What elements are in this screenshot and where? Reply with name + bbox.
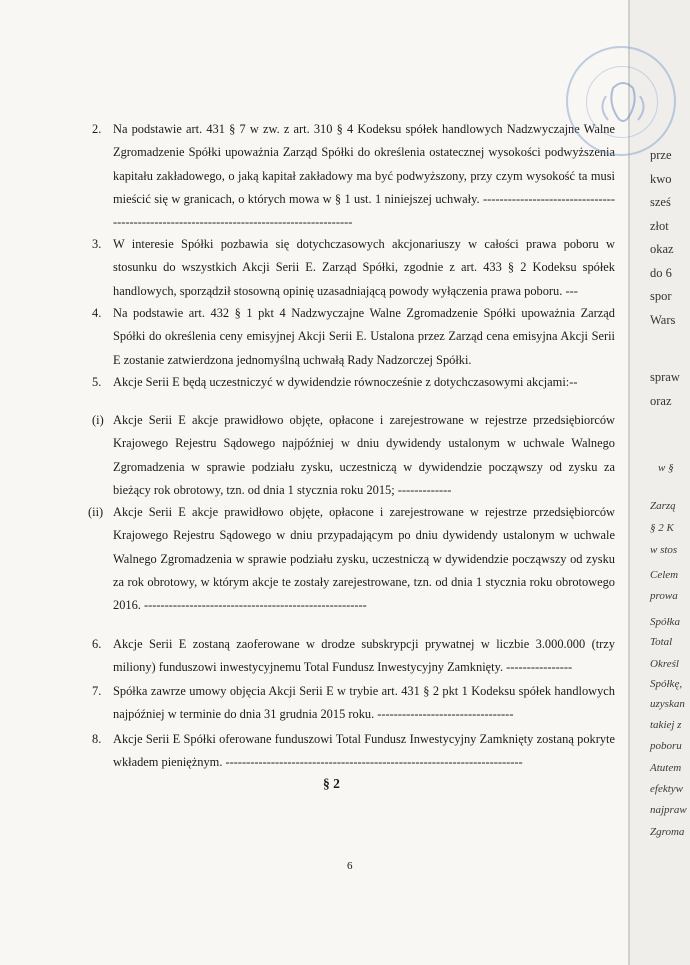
- item-number: 7.: [92, 684, 102, 698]
- adjacent-text-fragment: sześ: [650, 195, 671, 209]
- item-text: Akcje Serii E zostaną zaoferowane w drodze subskrypcji prywatnej w liczbie 3.000.000 (trzy miliony) funduszowi inwestycyjnemu Total Fundusz Inwestycyjny Zamknięty. ----------------: [113, 637, 615, 675]
- adjacent-text-fragment: Zgroma: [650, 826, 685, 838]
- item-text: Spółka zawrze umowy objęcia Akcji Serii E w trybie art. 431 § 2 pkt 1 Kodeksu spółek handlowych najpóźniej w terminie do dnia 31 grudnia 2015 roku. ---------------------------------: [113, 684, 615, 722]
- item-number: 3.: [92, 237, 102, 251]
- adjacent-text-fragment: Określ: [650, 658, 679, 670]
- item-text: Akcje Serii E Spółki oferowane funduszowi Total Fundusz Inwestycyjny Zamknięty zostaną pokryte wkładem pieniężnym. ------------------------------------------------------------------------: [113, 732, 615, 770]
- eagle-emblem-icon: [568, 48, 678, 158]
- item-number: 6.: [92, 637, 102, 651]
- item-number: 5.: [92, 375, 102, 389]
- item-number: (i): [92, 413, 104, 427]
- adjacent-text-fragment: § 2 K: [650, 522, 674, 534]
- adjacent-text-fragment: oraz: [650, 394, 672, 408]
- item-text: Akcje Serii E akcje prawidłowo objęte, opłacone i zarejestrowane w rejestrze przedsiębiorców Krajowego Rejestru Sądowego najpóźniej w dniu dywidendy ustalonym w uchwale Walnego Zgromadzenia w sprawie podziału zysku, uczestniczą w dywidendzie począwszy od zysku za bieżący rok obrotowy, tzn. od dnia 1 stycznia roku 2015; -------------: [113, 413, 615, 497]
- adjacent-text-fragment: kwo: [650, 172, 672, 186]
- adjacent-text-fragment: spor: [650, 289, 672, 303]
- item-text: Akcje Serii E będą uczestniczyć w dywidendzie równocześnie z dotychczasowymi akcjami:--: [113, 375, 578, 389]
- adjacent-text-fragment: Atutem: [650, 762, 682, 774]
- adjacent-text-fragment: do 6: [650, 266, 672, 280]
- adjacent-text-fragment: prowa: [650, 590, 678, 602]
- adjacent-text-fragment: Total: [650, 636, 673, 648]
- adjacent-text-fragment: Spółkę,: [650, 678, 683, 690]
- item-text: Na podstawie art. 432 § 1 pkt 4 Nadzwyczajne Walne Zgromadzenie Spółki upoważnia Zarząd Spółki do określenia ceny emisyjnej Akcji Serii E. Ustalona przez Zarząd cena emisyjna Akcji Serii E zostanie zatwierdzona jednomyślną uchwałą Rady Nadzorczej Spółki.: [113, 306, 615, 367]
- item-number: 4.: [92, 306, 102, 320]
- adjacent-text-fragment: efektyw: [650, 783, 683, 795]
- page-number: 6: [347, 860, 353, 872]
- adjacent-text-fragment: najpraw: [650, 804, 687, 816]
- adjacent-text-fragment: w stos: [650, 544, 678, 556]
- adjacent-text-fragment: złot: [650, 219, 669, 233]
- adjacent-text-fragment: poboru: [650, 740, 682, 752]
- adjacent-text-fragment: Wars: [650, 313, 676, 327]
- official-seal-stamp: [566, 46, 676, 156]
- item-number: (ii): [88, 505, 104, 519]
- item-number: 8.: [92, 732, 102, 746]
- adjacent-text-fragment: takiej z: [650, 719, 682, 731]
- item-text: Na podstawie art. 431 § 7 w zw. z art. 310 § 4 Kodeksu spółek handlowych Nadzwyczajne Walne Zgromadzenie Spółki upoważnia Zarząd Spółki do określenia ostatecznej wysokości podwyższenia kapitału zakładowego, o jaką kapitał zakładowy ma być podwyższony, przy czym wysokość ta musi mieścić się w granicach, o których mowa w § 1 ust. 1 niniejszej uchwały. ------------------------------------------------------------------------------------------: [113, 122, 615, 230]
- adjacent-text-fragment: Spółka: [650, 616, 680, 628]
- item-number: 2.: [92, 122, 102, 136]
- adjacent-text-fragment: Zarzą: [650, 500, 676, 512]
- adjacent-text-fragment: Celem: [650, 569, 679, 581]
- section-heading: § 2: [323, 776, 340, 791]
- adjacent-text-fragment: prze: [650, 148, 672, 162]
- adjacent-text-fragment: uzyskan: [650, 698, 685, 710]
- adjacent-text-fragment: w §: [658, 462, 674, 474]
- item-text: W interesie Spółki pozbawia się dotychczasowych akcjonariuszy w całości prawa poboru w stosunku do wszystkich Akcji Serii E. Zarząd Spółki, zgodnie z art. 433 § 2 Kodeksu spółek handlowych, sporządził stosowną opinię uzasadniającą powody wyłączenia prawa poboru. ---: [113, 237, 615, 298]
- item-text: Akcje Serii E akcje prawidłowo objęte, opłacone i zarejestrowane w rejestrze przedsiębiorców Krajowego Rejestru Sądowego w dniu przypadającym po dniu dywidendy ustalonym w uchwale Walnego Zgromadzenia w sprawie podziału zysku, uczestniczą w dywidendzie począwszy od zysku za rok obrotowy, w którym akcje te zostały zarejestrowane, tzn. od dnia 1 stycznia roku obrotowego 2016. ------------------------------------------------------: [113, 505, 615, 613]
- adjacent-text-fragment: okaz: [650, 242, 674, 256]
- adjacent-text-fragment: spraw: [650, 370, 680, 384]
